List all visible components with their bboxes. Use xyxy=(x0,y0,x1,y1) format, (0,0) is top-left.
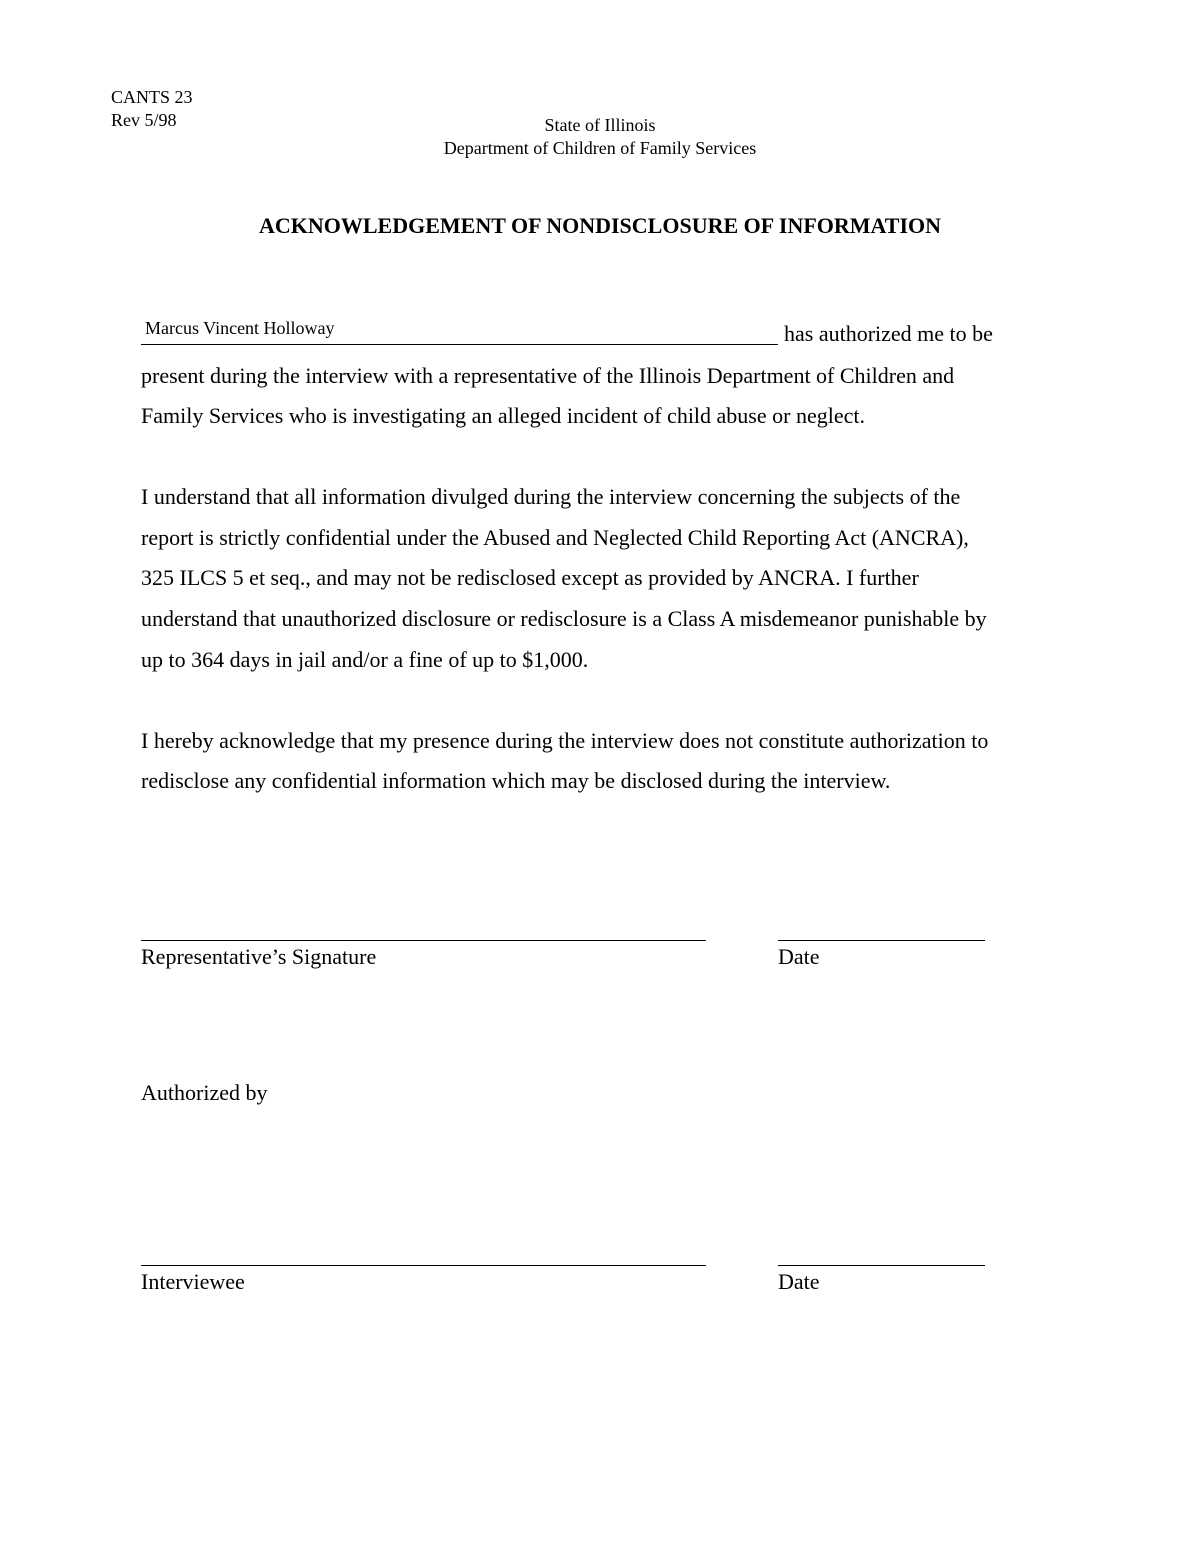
authorization-line: Family Services who is investigating an alleged incident of child abuse or neglect. xyxy=(141,403,865,428)
confidentiality-line: report is strictly confidential under the Abused and Neglected Child Reporting Act (ANCRA), xyxy=(141,525,969,550)
authorization-lead-text: has authorized me to be xyxy=(784,321,993,346)
confidentiality-line: up to 364 days in jail and/or a fine of up to $1,000. xyxy=(141,647,589,672)
authorizer-name-field[interactable]: Marcus Vincent Holloway xyxy=(145,318,335,338)
acknowledgement-line: redisclose any confidential information which may be disclosed during the interview. xyxy=(141,768,891,793)
authorized-by-label: Authorized by xyxy=(141,1080,268,1105)
acknowledgement-line: I hereby acknowledge that my presence during the interview does not constitute authorization to xyxy=(141,728,989,753)
confidentiality-line: I understand that all information divulged during the interview concerning the subjects of the xyxy=(141,484,961,509)
form-code: CANTS 23 xyxy=(111,87,193,107)
form-revision: Rev 5/98 xyxy=(111,110,177,130)
representative-date-label: Date xyxy=(778,944,820,969)
representative-date-line[interactable] xyxy=(778,940,985,941)
interviewee-date-line[interactable] xyxy=(778,1265,985,1266)
agency-department: Department of Children of Family Services xyxy=(443,138,757,158)
authorization-line: present during the interview with a representative of the Illinois Department of Children and xyxy=(141,363,955,388)
representative-signature-line[interactable] xyxy=(141,940,706,941)
authorizer-name-underline xyxy=(141,344,778,345)
representative-signature-label: Representative’s Signature xyxy=(141,944,377,969)
confidentiality-line: 325 ILCS 5 et seq., and may not be redisclosed except as provided by ANCRA. I further xyxy=(141,565,919,590)
confidentiality-line: understand that unauthorized disclosure or redisclosure is a Class A misdemeanor punishable by xyxy=(141,606,987,631)
interviewee-date-label: Date xyxy=(778,1269,820,1294)
interviewee-signature-label: Interviewee xyxy=(141,1269,245,1294)
interviewee-signature-line[interactable] xyxy=(141,1265,706,1266)
agency-state: State of Illinois xyxy=(544,115,656,135)
page-title: ACKNOWLEDGEMENT OF NONDISCLOSURE OF INFORMATION xyxy=(258,213,942,238)
